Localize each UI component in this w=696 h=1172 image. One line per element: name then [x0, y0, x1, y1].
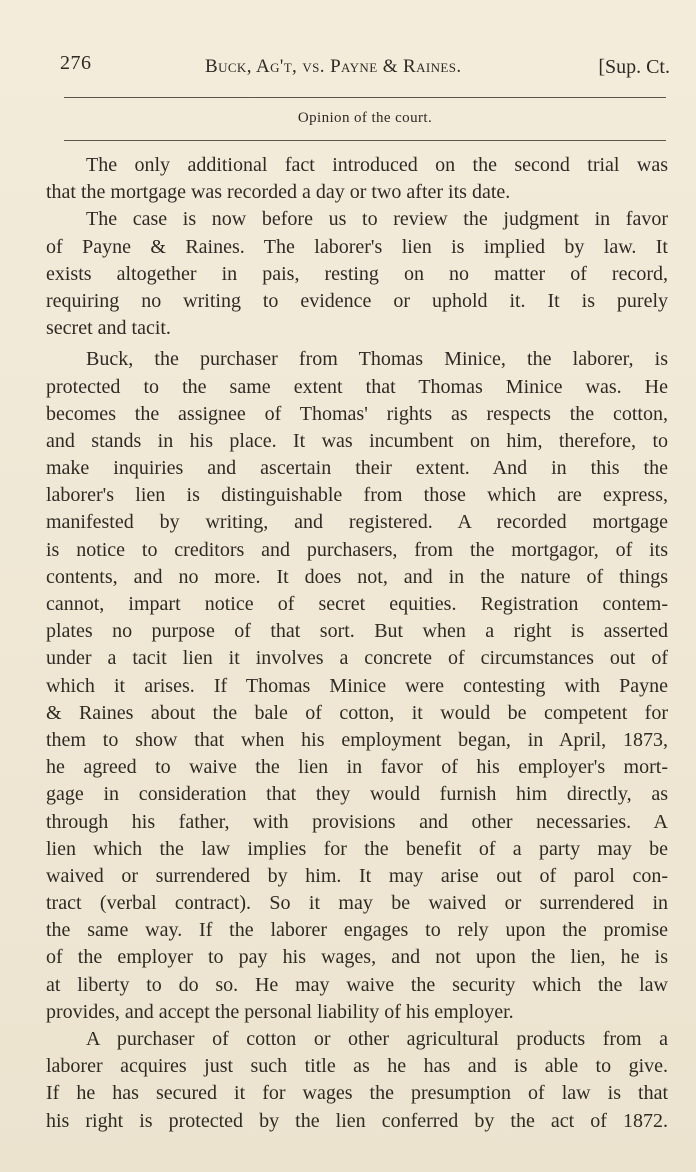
text-line: requiring no writing to evidence or uphold it. It is purely	[46, 289, 668, 312]
text-line: his right is protected by the lien conferred by the act of 1872.	[46, 1109, 668, 1132]
court-reference: [Sup. Ct.	[598, 56, 670, 78]
text-line: becomes the assignee of Thomas' rights as respects the cotton,	[46, 402, 668, 425]
text-line: of Payne & Raines. The laborer's lien is implied by law. It	[46, 235, 668, 258]
text-line: protected to the same extent that Thomas Minice was. He	[46, 375, 668, 398]
text-line: under a tacit lien it involves a concrete of circumstances out of	[46, 647, 668, 670]
text-line: is notice to creditors and purchasers, from the mortgagor, of its	[46, 538, 668, 561]
text-line: them to show that when his employment began, in April, 1873,	[46, 728, 668, 751]
text-line: he agreed to waive the lien in favor of his employer's mort-	[46, 756, 668, 779]
text-line: secret and tacit.	[46, 317, 171, 340]
header-rule	[64, 97, 666, 98]
text-line: gage in consideration that they would furnish him directly, as	[46, 783, 668, 806]
text-line: through his father, with provisions and other necessaries. A	[46, 810, 668, 833]
text-line: & Raines about the bale of cotton, it would be competent for	[46, 701, 668, 724]
text-line: laborer acquires just such title as he has and is able to give.	[46, 1055, 668, 1078]
text-line: make inquiries and ascertain their extent. And in this the	[46, 457, 668, 480]
text-line: lien which the law implies for the benefit of a party may be	[46, 837, 668, 860]
text-line: cannot, impart notice of secret equities. Registration contem-	[46, 593, 668, 615]
text-line: exists altogether in pais, resting on no matter of record,	[46, 262, 668, 285]
text-line: plates no purpose of that sort. But when a right is asserted	[46, 620, 668, 643]
text-line: tract (verbal contract). So it may be waived or surrendered in	[46, 892, 668, 915]
text-line: and stands in his place. It was incumbent on him, therefore, to	[46, 429, 668, 452]
page-header	[60, 50, 670, 84]
heading-rule	[64, 140, 666, 141]
text-line: laborer's lien is distinguishable from those which are express,	[46, 484, 668, 507]
text-line: waived or surrendered by him. It may arise out of parol con-	[46, 864, 668, 887]
text-line: that the mortgage was recorded a day or two after its date.	[46, 181, 511, 204]
text-line: of the employer to pay his wages, and not upon the lien, he is	[46, 946, 668, 969]
text-line: The case is now before us to review the judgment in favor	[86, 208, 668, 231]
text-line: If he has secured it for wages the presumption of law is that	[46, 1082, 668, 1105]
section-heading: Opinion of the court.	[297, 110, 433, 126]
text-line: at liberty to do so. He may waive the security which the law	[46, 973, 668, 996]
opinion-text	[46, 152, 668, 1135]
running-title: Buck, Ag't, vs. Payne & Raines.	[205, 56, 462, 77]
text-line: provides, and accept the personal liability of his employer.	[46, 1000, 514, 1023]
page-number: 276	[60, 52, 92, 74]
text-line: the same way. If the laborer engages to rely upon the promise	[46, 919, 668, 942]
text-line: Buck, the purchaser from Thomas Minice, the laborer, is	[86, 348, 668, 371]
text-line: manifested by writing, and registered. A recorded mortgage	[46, 511, 668, 534]
text-line: contents, and no more. It does not, and in the nature of things	[46, 565, 668, 588]
text-line: which it arises. If Thomas Minice were contesting with Payne	[46, 674, 668, 697]
text-line: A purchaser of cotton or other agricultural products from a	[86, 1028, 668, 1050]
text-line: The only additional fact introduced on the second trial was	[86, 154, 668, 176]
